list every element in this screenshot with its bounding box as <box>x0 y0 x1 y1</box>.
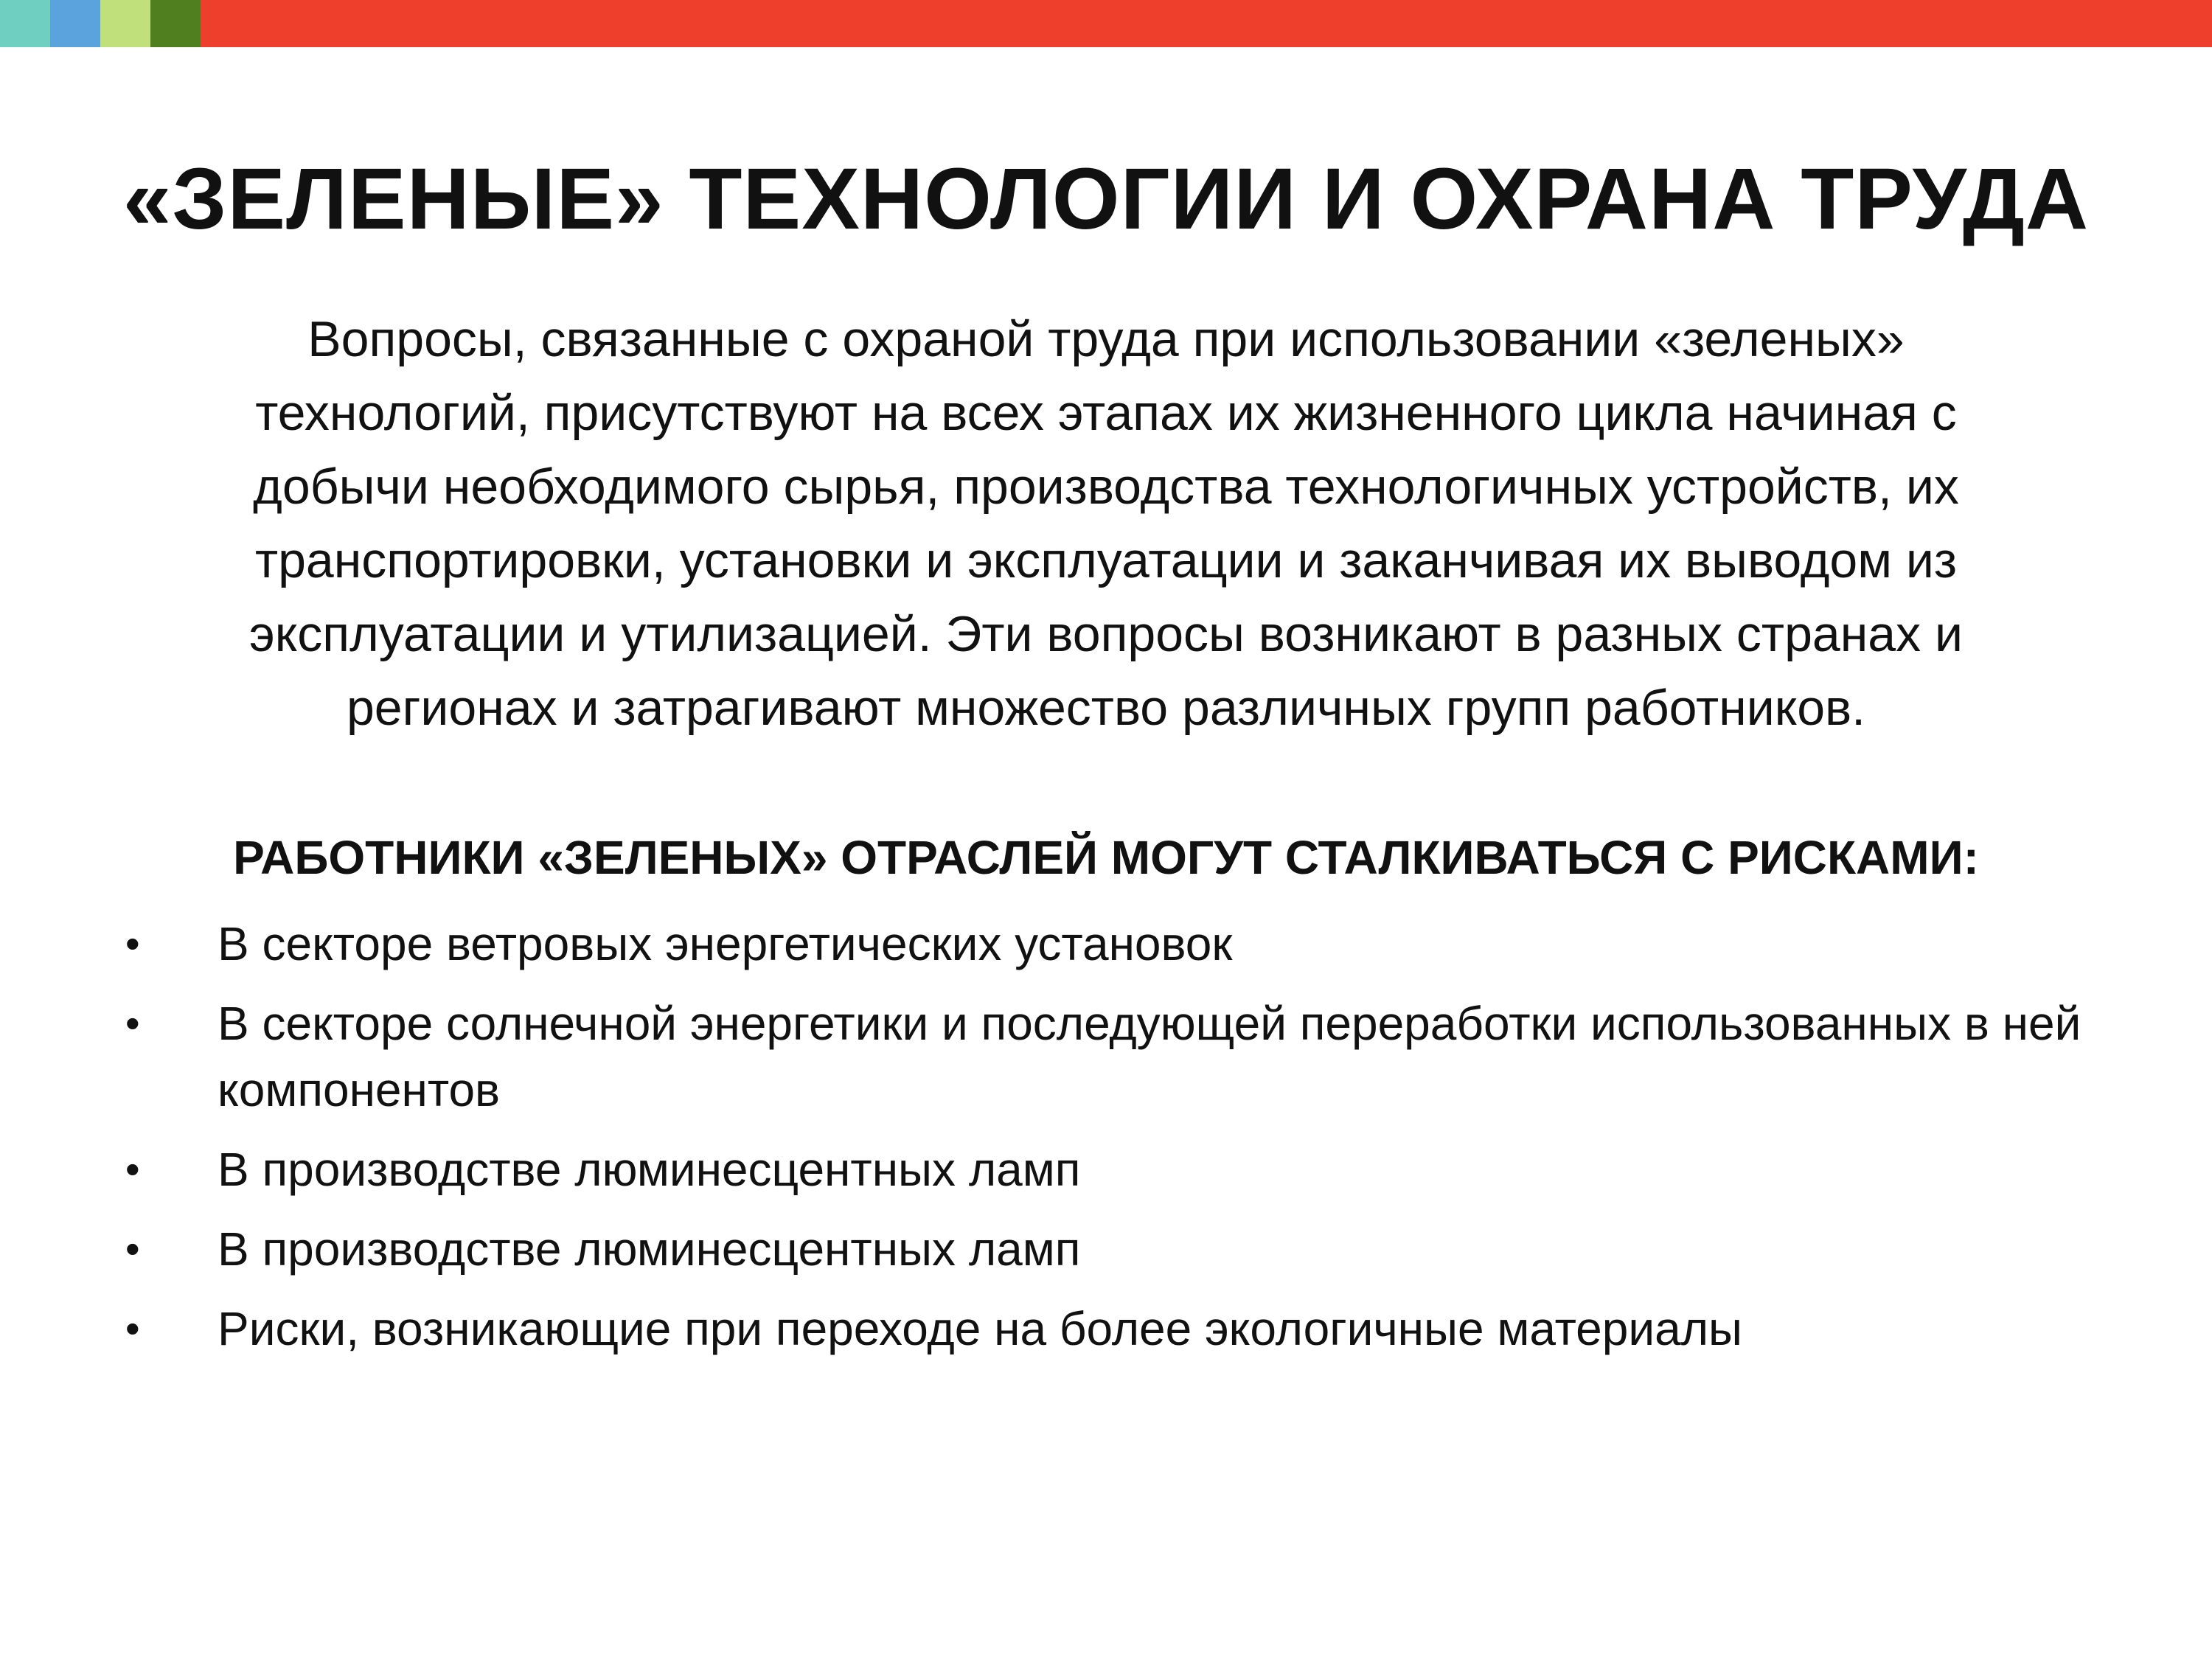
risk-text: В производстве люминесцентных ламп <box>218 1143 1081 1196</box>
bullet-icon: • <box>125 1305 140 1352</box>
color-bar-green <box>150 0 201 47</box>
color-bar-teal <box>0 0 50 47</box>
slide-title: «ЗЕЛЕНЫЕ» ТЕХНОЛОГИИ И ОХРАНА ТРУДА <box>122 150 2090 248</box>
list-item <box>125 911 2116 977</box>
intro-line: технологий, присутствуют на всех этапах их жизненного цикла начиная с <box>255 385 1957 441</box>
list-item <box>125 1216 2116 1282</box>
risk-text: В секторе солнечной энергетики и последующей переработки использованных в ней компонентов <box>218 997 2081 1116</box>
intro-line: эксплуатации и утилизацией. Эти вопросы возникают в разных странах и <box>249 606 1963 662</box>
intro-paragraph <box>111 302 2101 745</box>
risk-text: В производстве люминесцентных ламп <box>218 1222 1081 1276</box>
list-item <box>125 1136 2116 1203</box>
bullet-icon: • <box>125 1000 140 1046</box>
risks-heading: РАБОТНИКИ «ЗЕЛЕНЫХ» ОТРАСЛЕЙ МОГУТ СТАЛКИВАТЬСЯ С РИСКАМИ: <box>233 831 1979 884</box>
color-bar-lime <box>100 0 150 47</box>
bullet-icon: • <box>125 1146 140 1192</box>
risk-text: Риски, возникающие при переходе на более экологичные материалы <box>218 1302 1743 1355</box>
intro-line: транспортировки, установки и эксплуатации и заканчивая их выводом из <box>254 532 1958 588</box>
risk-list <box>125 911 2116 1375</box>
top-color-bar <box>0 0 2212 47</box>
bullet-icon: • <box>125 920 140 967</box>
bullet-icon: • <box>125 1225 140 1272</box>
intro-line: добычи необходимого сырья, производства технологичных устройств, их <box>253 459 1959 515</box>
list-item <box>125 1295 2116 1362</box>
intro-line: регионах и затрагивают множество различных групп работников. <box>346 680 1866 736</box>
risk-text: В секторе ветровых энергетических установок <box>218 917 1233 970</box>
color-bar-red <box>201 0 2212 47</box>
list-item <box>125 990 2116 1123</box>
color-bar-blue <box>50 0 100 47</box>
intro-line: Вопросы, связанные с охраной труда при использовании «зеленых» <box>307 311 1905 367</box>
